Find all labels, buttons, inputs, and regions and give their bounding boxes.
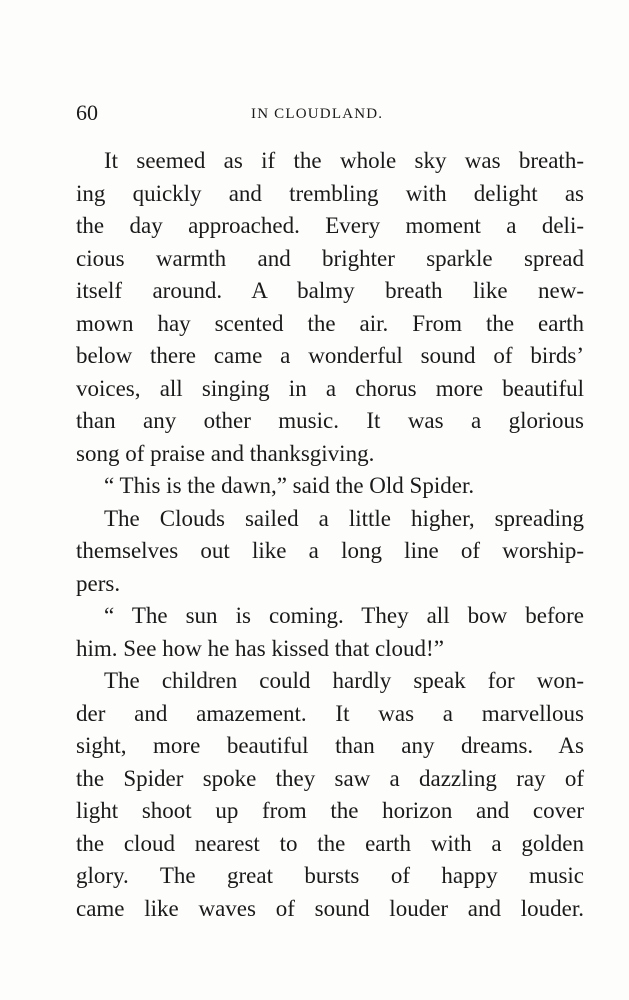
running-title: IN CLOUDLAND. xyxy=(251,106,384,122)
text-line: the cloud nearest to the earth with a golden xyxy=(76,830,584,856)
text-line: The Clouds sailed a little higher, spreading xyxy=(104,505,584,531)
page-number: 60 xyxy=(76,100,98,125)
text-line: cious warmth and brighter sparkle spread xyxy=(76,245,584,271)
text-line: “ This is the dawn,” said the Old Spider. xyxy=(104,473,475,498)
text-line: light shoot up from the horizon and cover xyxy=(76,798,584,823)
text-line: mown hay scented the air. From the earth xyxy=(76,310,584,336)
text-line: sight, more beautiful than any dreams. As xyxy=(76,733,584,758)
text-line: came like waves of sound louder and louder. xyxy=(76,895,584,921)
text-line: ing quickly and trembling with delight as xyxy=(76,180,584,206)
body-text xyxy=(76,145,584,925)
page-header xyxy=(76,98,588,128)
text-line: song of praise and thanksgiving. xyxy=(76,440,375,466)
text-line: below there came a wonderful sound of birds’ xyxy=(76,343,584,368)
text-line: the Spider spoke they saw a dazzling ray of xyxy=(76,765,584,791)
text-line: The children could hardly speak for won- xyxy=(104,668,584,693)
text-line: It seemed as if the whole sky was breath- xyxy=(104,148,584,173)
text-line: him. See how he has kissed that cloud!” xyxy=(76,635,444,661)
text-line: der and amazement. It was a marvellous xyxy=(76,700,584,726)
text-line: glory. The great bursts of happy music xyxy=(76,863,584,888)
text-line: than any other music. It was a glorious xyxy=(76,408,584,433)
text-line: voices, all singing in a chorus more beautiful xyxy=(76,375,584,401)
text-line: pers. xyxy=(76,570,121,596)
text-line: itself around. A balmy breath like new- xyxy=(76,278,584,303)
text-line: the day approached. Every moment a deli- xyxy=(76,213,584,238)
text-line: “ The sun is coming. They all bow before xyxy=(104,603,584,628)
text-line: themselves out like a long line of worship- xyxy=(76,538,584,563)
